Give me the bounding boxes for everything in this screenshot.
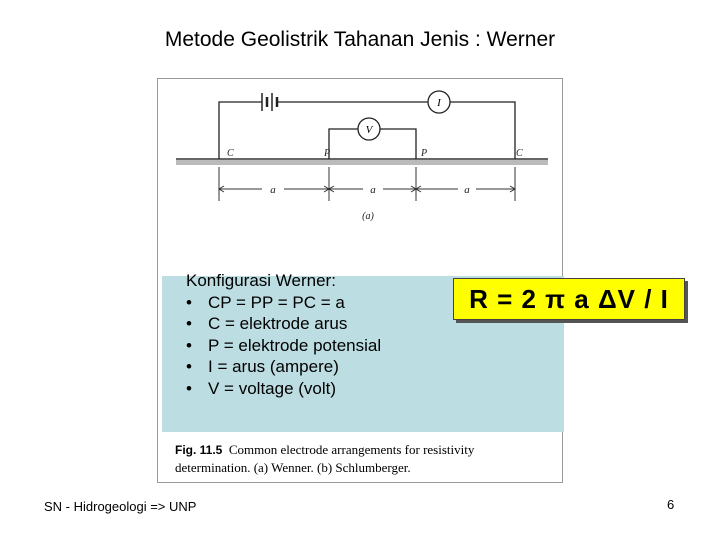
- electrode-label-c2: C: [516, 148, 523, 159]
- wenner-diagram: [158, 79, 562, 279]
- list-item-text: P = elektrode potensial: [208, 335, 382, 355]
- list-item: [186, 356, 381, 378]
- list-item: [186, 313, 381, 335]
- figure-caption: [175, 441, 555, 476]
- bullet: •: [186, 357, 192, 376]
- list-item-text: V = voltage (volt): [208, 378, 337, 398]
- bullet: •: [186, 314, 192, 333]
- formula-text: R = 2 π a ΔV / I: [469, 283, 669, 314]
- spacing-label-1: a: [270, 184, 276, 196]
- page-number: 6: [667, 497, 675, 512]
- bullet: •: [186, 335, 192, 355]
- list-item-text: CP = PP = PC = a: [208, 292, 345, 312]
- caption-line-1: Common electrode arrangements for resistivity: [228, 442, 475, 457]
- electrode-label-p1: P: [324, 148, 331, 159]
- list-item-text: C = elektrode arus: [208, 314, 348, 333]
- spacing-label-3: a: [464, 184, 470, 196]
- voltage-meter: [358, 118, 380, 140]
- config-heading: Konfigurasi Werner:: [186, 271, 336, 290]
- voltage-meter-label: V: [365, 124, 373, 136]
- spacing-dimensions: [219, 167, 515, 201]
- spacing-label-2: a: [370, 184, 376, 196]
- current-meter: [428, 91, 450, 113]
- diagram-sublabel: (a): [362, 211, 374, 222]
- electrode-label-c1: C: [227, 148, 234, 159]
- ground-surface: [176, 159, 548, 165]
- list-item: [186, 292, 381, 314]
- list-item-text: I = arus (ampere): [208, 357, 339, 376]
- figure-label: Fig. 11.5: [175, 443, 223, 457]
- electrode-label-p2: P: [421, 148, 428, 159]
- caption-line-2: determination. (a) Wenner. (b) Schlumberger.: [175, 460, 411, 475]
- list-item: [186, 378, 381, 400]
- list-item: [186, 335, 381, 357]
- bullet: •: [186, 292, 192, 312]
- current-meter-label: I: [437, 97, 441, 109]
- formula-box: [453, 278, 685, 320]
- bullet: •: [186, 378, 192, 398]
- footer-source: SN - Hidrogeologi => UNP: [44, 499, 197, 514]
- slide-title: Metode Geolistrik Tahanan Jenis : Werner: [164, 28, 556, 51]
- config-list: [186, 270, 381, 399]
